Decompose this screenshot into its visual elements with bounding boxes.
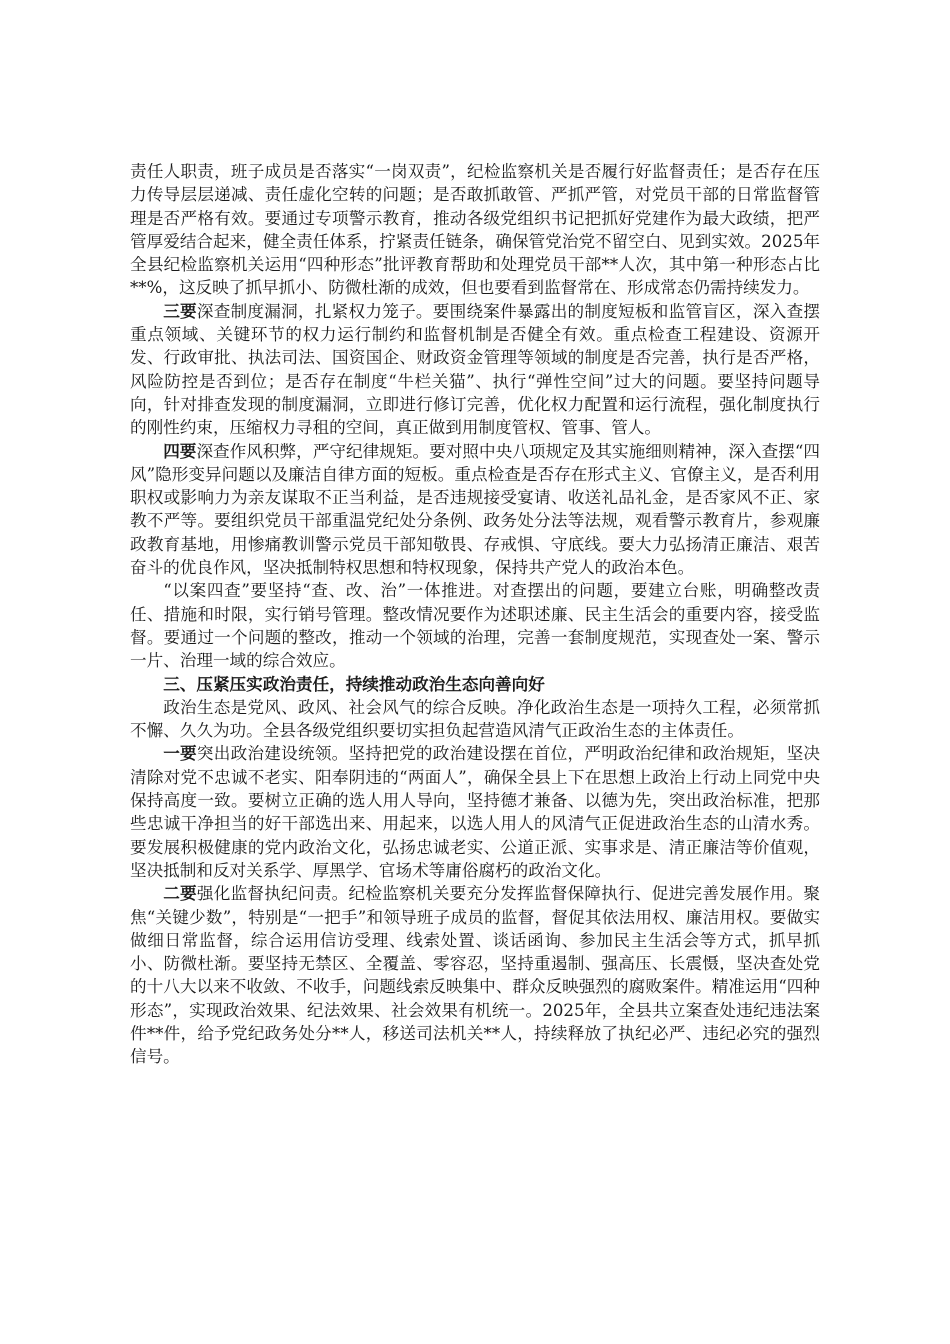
- paragraph-text: 强化监督执纪问责。纪检监察机关要充分发挥监督保障执行、促进完善发展作用。聚焦“关键少数”，特别是“一把手”和领导班子成员的监督，督促其依法用权、廉洁用权。要做实做细日常监督，综合运用信访受理、线索处置、谈话函询、参加民主生活会等方式，抓早抓小、防微杜渐。要坚持无禁区、全覆盖、零容忍，坚持重遏制、强高压、长震慑，坚决查处党的十八大以来不收敛、不收手，问题线索反映集中、群众反映强烈的腐败案件。精准运用“四种形态”，实现政治效果、纪法效果、社会效果有机统一。2025年，全县共立案查处违纪违法案件**件，给予党纪政务处分**人，移送司法机关**人，持续释放了执纪必严、违纪必究的强烈信号。: [130, 884, 821, 1067]
- paragraph-second-requirement: [130, 882, 820, 1068]
- paragraph-text: 责任人职责，班子成员是否落实“一岗双责”，纪检监察机关是否履行好监督责任；是否存在压力传导层层递减、责任虚化空转的问题；是否敢抓敢管、严抓严管，对党员干部的日常监督管理是否严格有效。要通过专项警示教育，推动各级党组织书记把抓好党建作为最大政绩，把严管厚爱结合起来，健全责任体系，拧紧责任链条，确保管党治党不留空白、见到实效。2025年全县纪检监察机关运用“四种形态”批评教育帮助和处理党员干部**人次，其中第一种形态占比**%，这反映了抓早抓小、防微杜渐的成效，但也要看到监督常在、形成常态仍需持续发力。: [130, 162, 820, 298]
- paragraph-political-ecology-intro: [130, 696, 820, 743]
- paragraph-four-checks-summary: [130, 579, 820, 672]
- paragraph-third-requirement: [130, 300, 820, 440]
- paragraph-text: “以案四查”要坚持“查、改、治”一体推进。对查摆出的问题，要建立台账，明确整改责任、措施和时限，实行销号管理。整改情况要作为述职述廉、民主生活会的重要内容，接受监督。要通过一个问题的整改，推动一个领域的治理，完善一套制度规范，实现查处一案、警示一片、治理一域的综合效应。: [130, 581, 820, 671]
- paragraph-text: 深查制度漏洞，扎紧权力笼子。要围绕案件暴露出的制度短板和监管盲区，深入查摆重点领域、关键环节的权力运行制约和监督机制是否健全有效。重点检查工程建设、资源开发、行政审批、执法司法、国资国企、财政资金管理等领域的制度是否完善，执行是否严格，风险防控是否到位；是否存在制度“牛栏关猫”、执行“弹性空间”过大的问题。要坚持问题导向，针对排查发现的制度漏洞，立即进行修订完善，优化权力配置和运行流程，强化制度执行的刚性约束，压缩权力寻租的空间，真正做到用制度管权、管事、管人。: [130, 301, 821, 438]
- paragraph-fourth-requirement: [130, 440, 820, 580]
- paragraph-lead: 四要: [163, 440, 197, 461]
- paragraph-lead: 一要: [163, 743, 197, 764]
- paragraph-text: 深查作风积弊，严守纪律规矩。要对照中央八项规定及其实施细则精神，深入查摆“四风”隐形变异问题以及廉洁自律方面的短板。重点检查是否存在形式主义、官僚主义，是否利用职权或影响力为亲友谋取不正当利益，是否违规接受宴请、收送礼品礼金，是否家风不正、家教不严等。要组织党员干部重温党纪处分条例、政务处分法等法规，观看警示教育片，参观廉政教育基地，用惨痛教训警示党员干部知敬畏、存戒惧、守底线。要大力弘扬清正廉洁、艰苦奋斗的优良作风，坚决抵制特权思想和特权现象，保持共产党人的政治本色。: [130, 441, 820, 578]
- paragraph-first-requirement: [130, 742, 820, 882]
- paragraph-lead: 二要: [163, 883, 197, 904]
- section-heading-three: [130, 673, 820, 696]
- paragraph-text: 政治生态是党风、政风、社会风气的综合反映。净化政治生态是一项持久工程，必须常抓不懈、久久为功。全县各级党组织要切实担负起营造风清气正政治生态的主体责任。: [130, 697, 820, 741]
- paragraph-lead: 三要: [163, 300, 197, 321]
- section-heading-text: 三、压紧压实政治责任，持续推动政治生态向善向好: [163, 673, 545, 694]
- paragraph-text: 突出政治建设统领。坚持把党的政治建设摆在首位，严明政治纪律和政治规矩，坚决清除对党不忠诚不老实、阳奉阴违的“两面人”，确保全县上下在思想上政治上行动上同党中央保持高度一致。要树立正确的选人用人导向，坚持德才兼备、以德为先，突出政治标准，把那些忠诚干净担当的好干部选出来、用起来，以选人用人的风清气正促进政治生态的山清水秀。要发展积极健康的党内政治文化，弘扬忠诚老实、公道正派、实事求是、清正廉洁等价值观，坚决抵制和反对关系学、厚黑学、官场术等庸俗腐朽的政治文化。: [130, 744, 821, 880]
- document-body: [130, 160, 820, 1069]
- paragraph-responsibility-continued: [130, 160, 820, 300]
